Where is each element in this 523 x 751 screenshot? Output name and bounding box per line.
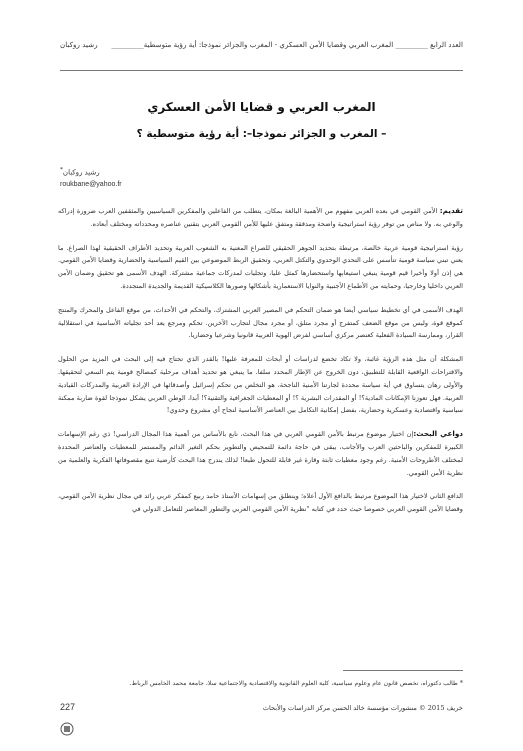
article-body [58, 205, 463, 527]
author-name-text: رشيد روكبان [62, 168, 100, 177]
page-number: 227 [60, 702, 76, 712]
header-divider [60, 70, 463, 71]
article-subtitle: – المغرب و الجزائر نموذجا–: أية رؤية متوسطية ؟ [136, 128, 387, 140]
running-header-author: رشيد روكبان [60, 40, 98, 49]
running-header [60, 40, 463, 49]
footnote-divider [343, 670, 463, 671]
paragraph: المشكلة أن مثل هذه الرؤية غائبة، ولا تكاد تخضع لدراسات أو أبحاث للمعرفة عليها! بالقدر الذي تحتاج فيه إلى البحث في المزيد من الحلول والاقتراحات الواقعية القابلة للتطبيق، دون الخروج عن الإطار المحدد سلفا. ما ينبغي هو تحديد أهداف مرحلية كمصالح قومية يتم السعي لتحقيقها. والأولى رهان يتساوق في أية سياسة محددة لجارتنا الأمنية الناجحة، هو التخلص من تحكم إسرائيل وأصدقائها في الإرادة العربية والمدركات القيادية العربية. فهل تعوزنا الإمكانات المادية؟! أو المقدرات البشرية ؟! أو المعطيات الجغرافية والتقنية؟! أبدا، الوطن العربي يشكل نموذجا لقوة ضاربة ممكنة سياسية واقتصادية وعسكرية وحضارية، بفضل إمكانية التكامل بين العناصر الأساسية لنجاح أي مشروع وحدوي! [58, 355, 463, 415]
publisher-logo-icon [60, 722, 74, 736]
page-footer [60, 702, 463, 716]
author-email[interactable]: roukbane@yahoo.fr [60, 181, 122, 188]
paragraph: الهدف الأسمى في أي تخطيط سياسي أيضا هو ضمان التحكم في المصير العربي المشترك، والتحكم في الأحداث، من موقع الفاعل والمحرك والمنتج كموقع قوة، وليس من موقع الضعف كمتفرج أو مجرد متلق، أو مجرد مجال لتجارب الآخرين. تحكم ومرجع يعد أحد تجلياته الأساسية في استقلالية القرار، وممارسة السيادة الفعلية كعنصر مركزي أساسي لفرض الهوية العربية قانونيا وشرعيا وحضاريا. [58, 305, 463, 340]
paragraph-text: الأمن القومي في بعده العربي مفهوم من الأهمية البالغة بمكان، يتطلب من الفاعلين والمفكرين السياسيين والمثقفين العرب ضرورة إدراكه والوعي به. ولا مناص من توفر رؤية استراتيجية واضحة ومدققة ومتفق عليها للأمن القومي العربي بتقنين عناصره ومحدداته ومختلف أبعاده. [58, 207, 463, 228]
paragraph-lead: تقديم: [439, 206, 463, 215]
article-title: المغرب العربي و قضايا الأمن العسكري [147, 100, 376, 114]
paragraph: رؤية استراتيجية قومية عربية خالصة، مرتبطة بتحديد الجوهر الحقيقي للصراع المعنية به الشعوب العربية وتحديد الأطراف الحقيقية لهذا الصراع. ما يعني تبني سياسة قومية تتأسس على التحدي الوحدوي والتكتل العربي، وتحقيق الربط الموضوعي بين القيم السياسية والحضارية وقضايا الأمن القومي. هي إذن أولا وأخيرا قيم قومية ينبغي استيعابها واستحضارها كمثل عليا، وتجليات لمدركات جماعية مشتركة. الهدف الأسمى هو تحقيق وضمان الأمن العربي داخليا وخارجيا، وحمايته من الأطماع الأجنبية والنوايا الاستعمارية بأشكالها وصورها الكلاسيكية القديمة والجديدة المتجددة. [58, 243, 463, 290]
paragraph-text: إن اختيار موضوع مرتبط بالأمن القومي العربي في هذا البحث، نابع بالأساس من أهمية هذا المجال الدراسي! ذي رغم الإسهامات الكبيرة للمفكرين والباحثين العرب والأجانب، يبقى في حاجة دائمة للتمحيص والتطوير بحكم التغير الدائم والمستمر للمعطيات والعناصر المحددة لمختلف الأطروحات الأمنية. رغم وجود معطيات ثابتة وقارة غير قابلة للتحول طبعا! لذلك يندرج هذا البحث كأرضية تنبع مقصوفاتها الفكرية والعلمية من نظرية الأمن القومي. [58, 430, 463, 477]
paragraph: الدافع الثاني لاختيار هذا الموضوع مرتبط بالدافع الأول أعلاه؛ وينطلق من إسهامات الأستاذ حامد ربيع كمفكر عربي رائد في مجال نظرية الأمن القومي، وقضايا الأمن القومي العربي خصوصا حيث حدد في كتابه "نظرية الأمن القومي العربي والتطور المعاصر للتعامل الدولي في [58, 492, 463, 514]
author-name [60, 167, 100, 176]
publisher-info: خريف 2015 © منشورات مؤسسة خالد الحسن مركز الدراسات والأبحاث [262, 704, 463, 712]
paragraph-lead: دواعي البحث: [413, 429, 463, 439]
running-header-text: العدد الرابع _________ المغرب العربي وقضايا الأمن العسكري - المغرب والجزائر نموذجا: أية رؤية متوسطية_________ [111, 40, 463, 49]
footnote: * طالب دكتوراه، تخصص قانون عام وعلوم سياسية، كلية العلوم القانونية والاقتصادية والاجتماعية سلا، جامعة محمد الخامس الرباط. [129, 680, 463, 687]
paragraph [58, 205, 463, 231]
paragraph [58, 428, 463, 479]
author-footnote-marker: * [60, 167, 63, 173]
